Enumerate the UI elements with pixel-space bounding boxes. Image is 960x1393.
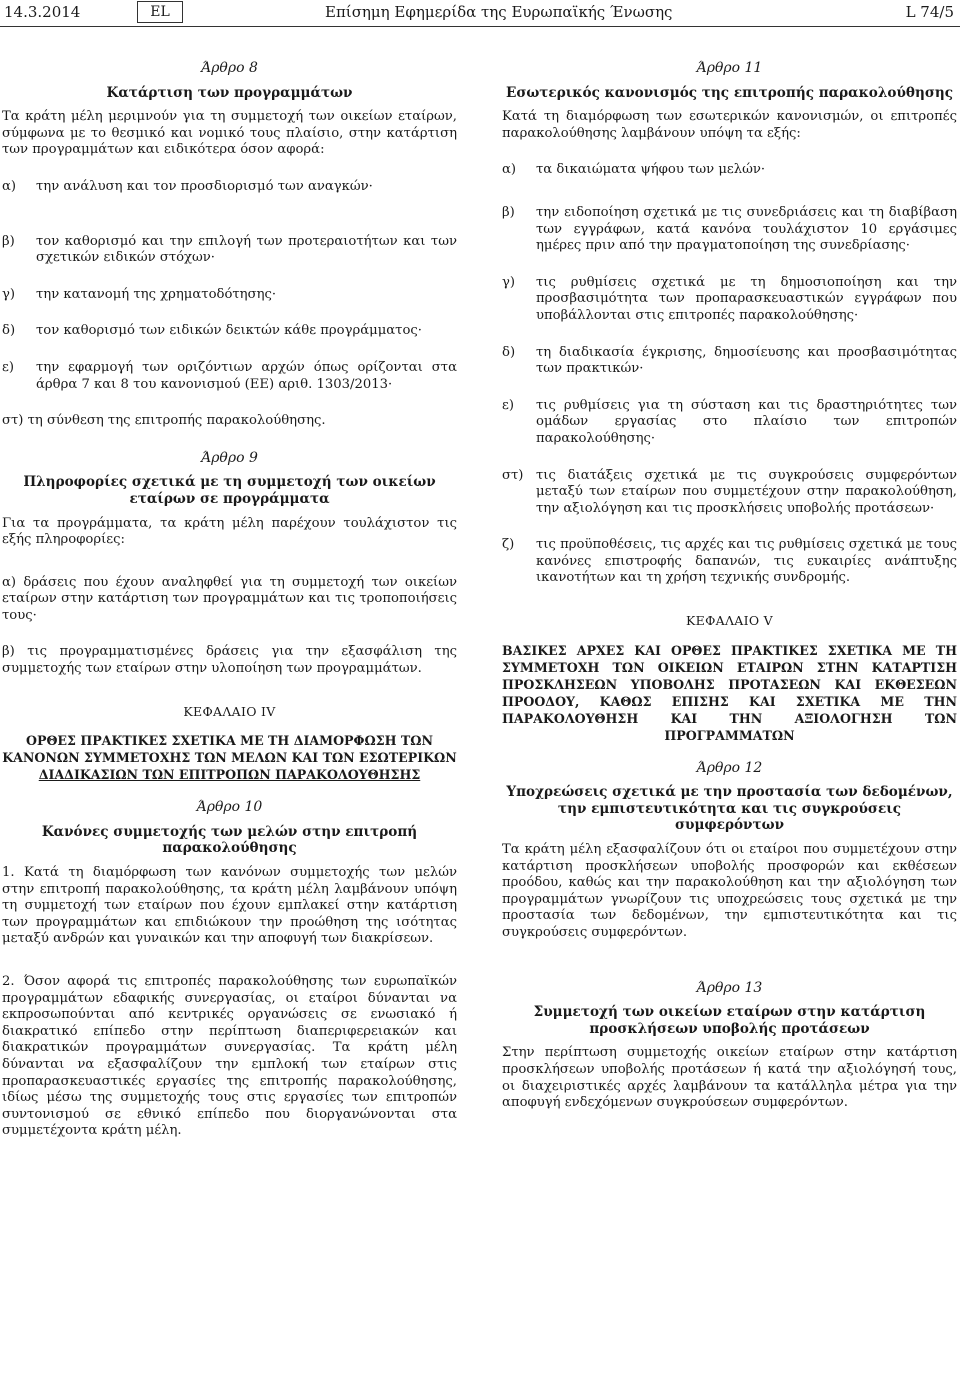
item-text: τη διαδικασία έγκρισης, δημοσίευσης και προσβασιμότητας των πρακτικών·: [536, 344, 957, 377]
chapter-4-title-line-2: ΚΑΝΟΝΩΝ ΣΥΜΜΕΤΟΧΗΣ ΤΩΝ ΜΕΛΩΝ ΚΑΙ ΤΩΝ ΕΣΩΤΕΡΙΚΩΝ: [2, 750, 457, 766]
item-label: γ): [502, 274, 516, 290]
article-11-item: [502, 205, 957, 255]
header-rule: [0, 26, 960, 27]
chapter-4-title-line-3: ΔΙΑΔΙΚΑΣΙΩΝ ΤΩΝ ΕΠΙΤΡΟΠΩΝ ΠΑΡΑΚΟΛΟΥΘΗΣΗΣ: [38, 767, 421, 783]
article-9-title: Πληροφορίες σχετικά με τη συμμετοχή των οικείων εταίρων σε προγράμματα: [23, 474, 436, 507]
item-label: ζ): [502, 537, 515, 553]
item-text: την ανάλυση και τον προσδιορισμό των αναγκών·: [36, 178, 373, 194]
article-9-item-a: α) δράσεις που έχουν αναληφθεί για τη συμμετοχή των οικείων εταίρων στην κατάρτιση των προγραμμάτων και τις τροποποιήσεις τους·: [2, 574, 457, 623]
article-11-title: Εσωτερικός κανονισμός της επιτροπής παρακολούθησης: [505, 84, 954, 101]
item-text: τις διατάξεις σχετικά με τις συγκρούσεις συμφερόντων μεταξύ των εταίρων που συμμετέχουν στην παρακολούθηση, την αξιολόγηση και τις προσκλήσεις υποβολής προτάσεων·: [536, 467, 957, 516]
article-8-item: [2, 287, 457, 304]
chapter-4-title-line-1: ΟΡΘΕΣ ΠΡΑΚΤΙΚΕΣ ΣΧΕΤΙΚΑ ΜΕ ΤΗ ΔΙΑΜΟΡΦΩΣΗ ΤΩΝ: [26, 733, 433, 749]
article-11-item: [502, 398, 957, 448]
journal-title: Επίσημη Εφημερίδα της Ευρωπαϊκής Ένωσης: [325, 3, 673, 21]
article-11-intro: Κατά τη διαμόρφωση των εσωτερικών κανονισμών, οι επιτροπές παρακολούθησης λαμβάνουν υπόψη τα εξής:: [502, 109, 957, 141]
article-10-paragraph-1: [2, 865, 457, 948]
item-text: την ειδοποίηση σχετικά με τις συνεδριάσεις και τη διαβίβαση των εγγράφων, κατά κανόνα τουλάχιστον 10 εργάσιμες ημέρες πριν από την πραγματοποίηση της συνεδρίασης·: [536, 204, 957, 254]
item-label: β): [2, 233, 15, 249]
article-10-paragraph-2: [2, 974, 457, 1140]
article-10-number: Άρθρο 10: [196, 799, 263, 816]
article-11-item: [502, 345, 957, 378]
article-12-text: Τα κράτη μέλη εξασφαλίζουν ότι οι εταίροι που συμμετέχουν στην κατάρτιση προσκλήσεων υποβολής προσφορών και εκθέσεων προόδου, καθώς και την παρακολούθηση και την αξιολόγηση των προγραμμάτων γνωρίζουν τις υποχρεώσεις τους σχετικά με την προστασία των δεδομένων, την εμπιστευτικότητα και τις συγκρούσεις συμφερόντων.: [502, 842, 957, 940]
item-text: τον καθορισμό και την επιλογή των προτεραιοτήτων και των σχετικών ειδικών στόχων·: [36, 233, 457, 266]
article-13-title: Συμμετοχή των οικείων εταίρων στην κατάρτιση προσκλήσεων υποβολής προτάσεων: [533, 1004, 926, 1037]
article-11-item: [502, 468, 957, 518]
header-date: 14.3.2014: [4, 3, 81, 21]
article-8-number: Άρθρο 8: [201, 60, 258, 76]
right-column: [502, 60, 957, 1128]
article-13-number: Άρθρο 13: [696, 979, 763, 996]
article-13-text: Στην περίπτωση συμμετοχής οικείων εταίρων στην κατάρτιση προσκλήσεων υποβολής προτάσεων ή κατά την αξιολόγησή τους, οι διαχειριστικές αρχές λαμβάνουν τα κατάλληλα μέτρα για την αποφυγή ενδεχόμενων συγκρούσεων συμφερόντων.: [502, 1045, 957, 1111]
item-label: ε): [2, 359, 14, 375]
article-11-item: [502, 275, 957, 325]
item-label: ε): [502, 397, 514, 413]
article-12-title: Υποχρεώσεις σχετικά με την προστασία των δεδομένων, την εμπιστευτικότητα και τις συγκρούσεις συμφερόντων: [506, 784, 953, 834]
paragraph-number: 1.: [2, 865, 15, 881]
left-column: [2, 60, 457, 1156]
article-8-intro: Τα κράτη μέλη μεριμνούν για τη συμμετοχή των οικείων εταίρων, σύμφωνα με το θεσμικό και νομικό τους πλαίσιο, στην κατάρτιση των προγραμμάτων και ειδικότερα όσον αφορά:: [2, 109, 457, 158]
article-11-item: [502, 537, 957, 587]
item-label: β): [502, 204, 515, 220]
paragraph-number: 2.: [2, 974, 15, 989]
item-label: στ): [502, 467, 524, 483]
item-text: την εφαρμογή των οριζόντιων αρχών όπως ορίζονται στα άρθρα 7 και 8 του κανονισμού (ΕΕ) αριθ. 1303/2013·: [36, 359, 457, 392]
language-badge: EL: [137, 1, 183, 23]
item-text: τις ρυθμίσεις για τη σύσταση και τις δραστηριότητες των ομάδων εργασίας στο πλαίσιο των επιτροπών παρακολούθησης·: [536, 397, 957, 446]
paragraph-text: Κατά τη διαμόρφωση των κανόνων συμμετοχής των μελών στην επιτροπή παρακολούθησης, τα κράτη μέλη λαμβάνουν υπόψη τη συμμετοχή των εταίρων που έχουν εμπλακεί στην κατάρτιση των προγραμμάτων και επιδιώκουν την προώθηση της ισότητας μεταξύ ανδρών και γυναικών και την αποφυγή των διακρίσεων.: [2, 865, 457, 947]
article-8-title: Κατάρτιση των προγραμμάτων: [106, 84, 353, 101]
journal-header: [0, 0, 960, 28]
item-text: τον καθορισμό των ειδικών δεικτών κάθε προγράμματος·: [36, 323, 422, 339]
item-label: δ): [2, 323, 16, 339]
item-text: την κατανομή της χρηματοδότησης·: [36, 286, 277, 302]
article-9-item-b: β) τις προγραμματισμένες δράσεις για την εξασφάλιση της συμμετοχής των εταίρων στην υλοποίηση των προγραμμάτων.: [2, 644, 457, 677]
article-9-intro: Για τα προγράμματα, τα κράτη μέλη παρέχουν τουλάχιστον τις εξής πληροφορίες:: [2, 515, 457, 548]
article-8-last-item: στ) τη σύνθεση της επιτροπής παρακολούθησης.: [2, 413, 326, 429]
paragraph-text: Όσον αφορά τις επιτροπές παρακολούθησης των ευρωπαϊκών προγραμμάτων εδαφικής συνεργασίας, οι εταίροι δύνανται να εκπροσωπούνται από κεντρικές οργανώσεις σε ενωσιακό ή διακρατικό επίπεδο στην περίπτωση διαπεριφερειακών και διακρατικών προγραμμάτων συνεργασίας. Τα κράτη μέλη δύνανται να εξασφαλίζουν την εμπλοκή των εταίρων στις προπαρασκευαστικές εργασίες της επιτροπής παρακολούθησης, ιδίως μέσω της συμμετοχής τους στις εργασίες των επιτροπών συντονισμού σε εθνικό επίπεδο που διοργανώνονται στα συμμετέχοντα κράτη μέλη.: [2, 974, 457, 1139]
item-label: α): [502, 162, 517, 178]
article-8-item: [2, 323, 457, 340]
article-8-item: [2, 179, 457, 196]
item-text: τα δικαιώματα ψήφου των μελών·: [536, 162, 766, 178]
chapter-4-title: [2, 732, 457, 783]
page-number: L 74/5: [905, 3, 954, 21]
item-text: τις ρυθμίσεις σχετικά με τη δημοσιοποίηση και την προσβασιμότητα των προπαρασκευαστικών εγγράφων που υποβάλλονται στις επιτροπές παρακολούθησης·: [536, 274, 957, 323]
item-text: τις προϋποθέσεις, τις αρχές και τις ρυθμίσεις σχετικά με τους κανόνες επιστροφής δαπανών, τις ευκαιρίες ανάπτυξης ικανοτήτων και τη χρήση τεχνικής συνδρομής.: [536, 537, 957, 586]
article-8-item: [2, 360, 457, 393]
chapter-4-number: ΚΕΦΑΛΑΙΟ IV: [183, 703, 276, 719]
article-12-number: Άρθρο 12: [696, 759, 763, 776]
article-11-number: Άρθρο 11: [696, 60, 763, 76]
article-9-number: Άρθρο 9: [201, 449, 258, 466]
article-11-item: [502, 162, 957, 179]
item-label: δ): [502, 344, 516, 360]
item-label: γ): [2, 286, 16, 302]
chapter-5-title: ΒΑΣΙΚΕΣ ΑΡΧΕΣ ΚΑΙ ΟΡΘΕΣ ΠΡΑΚΤΙΚΕΣ ΣΧΕΤΙΚΑ ΜΕ ΤΗ ΣΥΜΜΕΤΟΧΗ ΤΩΝ ΟΙΚΕΙΩΝ ΕΤΑΙΡΩΝ ΣΤΗΝ ΚΑΤΑΡΤΙΣΗ ΠΡΟΣΚΛΗΣΕΩΝ ΥΠΟΒΟΛΗΣ ΠΡΟΤΑΣΕΩΝ ΚΑΙ ΕΚΘΕΣΕΩΝ ΠΡΟΟΔΟΥ, ΚΑΘΩΣ ΕΠΙΣΗΣ ΚΑΙ ΣΧΕΤΙΚΑ ΜΕ ΤΗΝ ΠΑΡΑΚΟΛΟΥΘΗΣΗ ΚΑΙ ΤΗΝ ΑΞΙΟΛΟΓΗΣΗ ΤΩΝ ΠΡΟΓΡΑΜΜΑΤΩΝ: [502, 642, 957, 743]
item-label: α): [2, 178, 17, 194]
chapter-5-number: ΚΕΦΑΛΑΙΟ V: [686, 613, 773, 629]
article-8-item: [2, 234, 457, 267]
article-10-title: Κανόνες συμμετοχής των μελών στην επιτροπή παρακολούθησης: [41, 823, 418, 857]
